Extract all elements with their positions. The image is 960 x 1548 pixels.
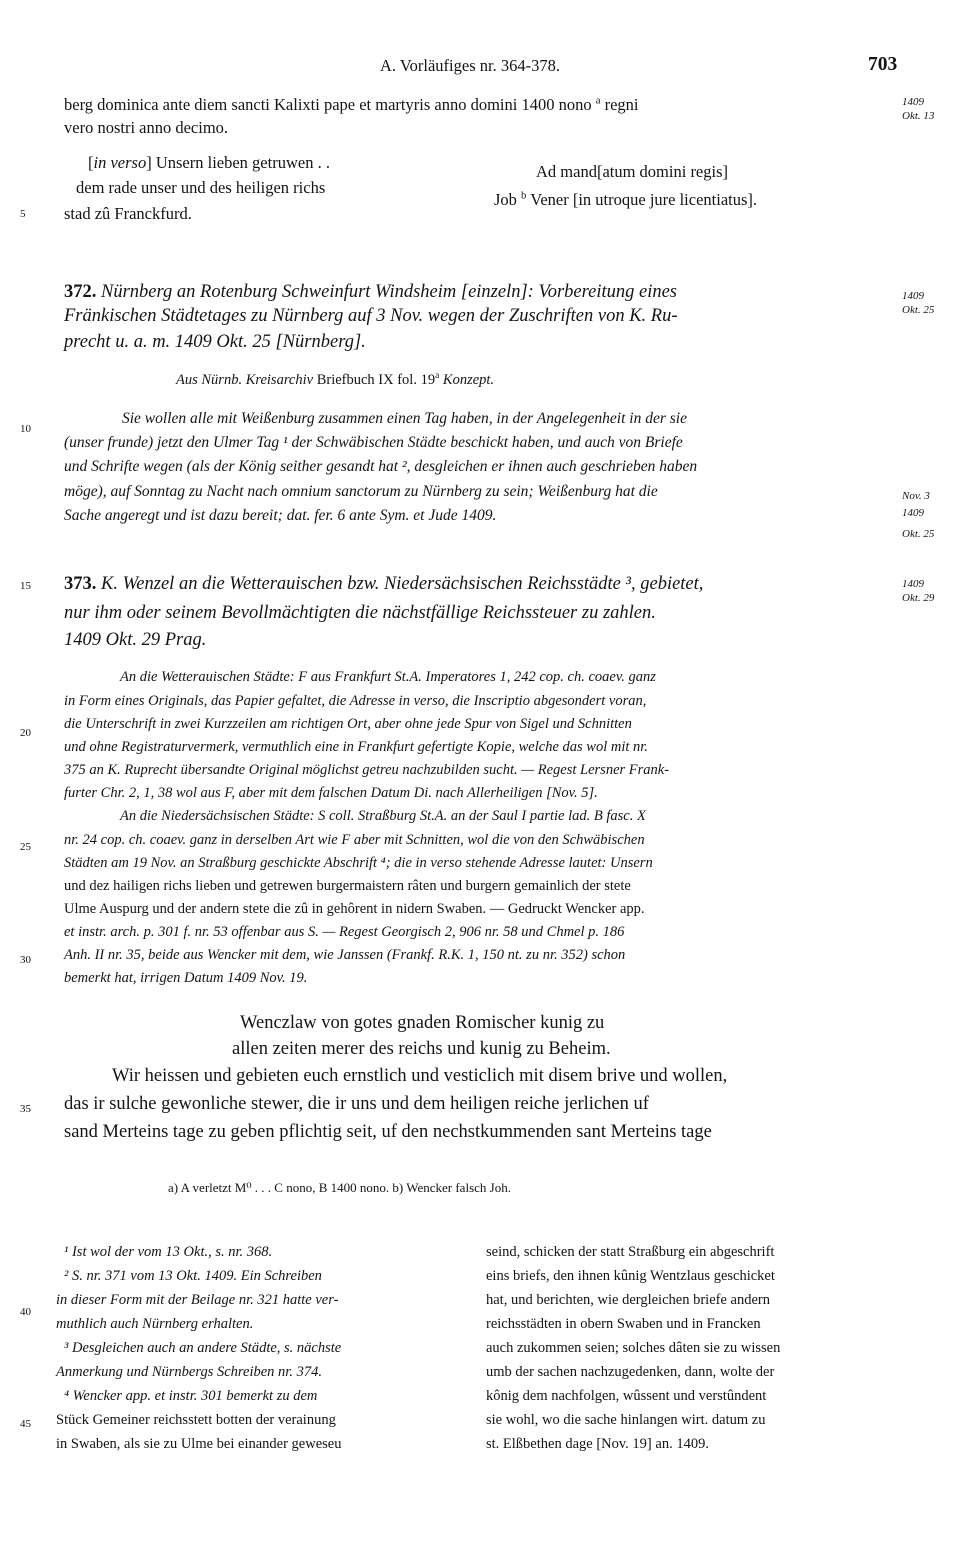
body-line: Sache angeregt und ist dazu bereit; dat. fer. 6 ante Sym. et Jude 1409. <box>64 507 497 524</box>
charter-intitulatio: Wenczlaw von gotes gnaden Romischer kunig zu <box>240 1013 605 1033</box>
footnote-line: in Swaben, als sie zu Ulme bei einander geweseu <box>56 1436 342 1452</box>
charter-intitulatio: allen zeiten merer des reichs und kunig zu Beheim. <box>232 1039 611 1059</box>
footnote-line: hat, und berichten, wie dergleichen briefe andern <box>486 1292 770 1308</box>
entry-372-title: Fränkischen Städtetages zu Nürnberg auf 3 Nov. wegen der Zuschriften von K. Ru- <box>64 306 678 326</box>
apparatus-line: die Unterschrift in zwei Kurzzeilen am richtigen Ort, aber ohne jede Spur von Sigel und Schnitten <box>64 716 632 732</box>
body-line: möge), auf Sonntag zu Nacht nach omnium sanctorum zu Nürnberg zu sein; Weißenburg hat die <box>64 483 658 500</box>
footnote-line: st. Elßbethen dage [Nov. 19] an. 1409. <box>486 1436 709 1452</box>
apparatus-line: et instr. arch. p. 301 f. nr. 53 offenbar aus S. — Regest Georgisch 2, 906 nr. 58 und Chmel p. 186 <box>64 924 625 940</box>
charter-text: das ir sulche gewonliche stewer, die ir uns und dem heiligen reiche jerlichen uf <box>64 1094 649 1114</box>
footnote-line: sie wohl, wo die sache hinlangen wirt. datum zu <box>486 1412 766 1428</box>
line-number: 40 <box>20 1306 31 1318</box>
source-note: Aus Nürnb. Kreisarchiv Briefbuch IX fol. 19$^a$ Konzept. <box>176 371 495 388</box>
footnote-line: ² S. nr. 371 vom 13 Okt. 1409. Ein Schreiben <box>64 1268 322 1284</box>
entry-372-title: precht u. a. m. 1409 Okt. 25 [Nürnberg]. <box>64 332 366 352</box>
margin-date: 1409 <box>902 578 924 590</box>
margin-date: Okt. 25 <box>902 304 935 316</box>
body-line: (unser frunde) jetzt den Ulmer Tag ¹ der Schwäbischen Städte beschickt haben, und auch von Briefe <box>64 434 683 451</box>
apparatus-line: Ulme Auspurg und der andern stete die zû in gehôrent in nidern Swaben. — Gedruckt Wencker app. <box>64 901 645 917</box>
footnote-line: Anmerkung und Nürnbergs Schreiben nr. 374. <box>56 1364 322 1380</box>
address-line: [in verso] Unsern lieben getruwen . . <box>88 153 330 172</box>
apparatus-line: bemerkt hat, irrigen Datum 1409 Nov. 19. <box>64 970 308 986</box>
footnote-line: muthlich auch Nürnberg erhalten. <box>56 1316 254 1332</box>
apparatus-line: Städten am 19 Nov. an Straßburg geschickte Abschrift ⁴; die in verso stehende Adresse lautet: Unsern <box>64 855 653 871</box>
address-line: stad zû Franckfurd. <box>64 204 192 223</box>
line-number: 45 <box>20 1418 31 1430</box>
apparatus-line: furter Chr. 2, 1, 38 wol aus F, aber mit dem falschen Datum Di. nach Allerheiligen [Nov. 5]. <box>64 785 598 801</box>
margin-date: 1409 <box>902 96 924 108</box>
apparatus-line: in Form eines Originals, das Papier gefaltet, die Adresse in verso, die Inscriptio abgesondert voran, <box>64 693 647 709</box>
footnote-line: kônig dem nachfolgen, wûssent und verstûndent <box>486 1388 767 1404</box>
footnote-line: ⁴ Wencker app. et instr. 301 bemerkt zu dem <box>64 1388 318 1404</box>
footnote-line: eins briefs, den ihnen kûnig Wentzlaus geschicket <box>486 1268 775 1284</box>
footnote-line: umb der sachen nachzugedenken, dann, wolte der <box>486 1364 775 1380</box>
charter-text: Wir heissen und gebieten euch ernstlich und vesticlich mit disem brive und wollen, <box>112 1066 728 1086</box>
apparatus-line: und ohne Registraturvermerk, vermuthlich eine in Frankfurt gefertigte Kopie, welche das wol mit nr. <box>64 739 648 755</box>
line-number: 15 <box>20 580 31 592</box>
page-number: 703 <box>868 54 898 75</box>
footnote-line: ¹ Ist wol der vom 13 Okt., s. nr. 368. <box>64 1244 273 1260</box>
body-line: und Schrifte wegen (als der König seither gesandt hat ², desgleichen er ihnen auch geschrieben haben <box>64 458 698 475</box>
address-line: dem rade unser und des heiligen richs <box>76 178 326 197</box>
margin-date: 1409 <box>902 507 924 519</box>
entry-373-title: nur ihm oder seinem Bevollmächtigten die nächstfällige Reichssteuer zu zahlen. <box>64 603 656 623</box>
entry-373-title: 373. K. Wenzel an die Wetterauischen bzw. Niedersächsischen Reichsstädte ³, gebietet, <box>64 574 704 594</box>
body-line: Sie wollen alle mit Weißenburg zusammen einen Tag haben, in der Angelegenheit in der sie <box>122 410 687 427</box>
charter-text: sand Merteins tage zu geben pflichtig seit, uf den nechstkummenden sant Merteins tage <box>64 1122 712 1142</box>
margin-date: Okt. 13 <box>902 110 935 122</box>
line-number: 5 <box>20 208 26 220</box>
footnote-line: reichsstädten in obern Swaben und in Francken <box>486 1316 761 1332</box>
apparatus-line: An die Wetterauischen Städte: F aus Frankfurt St.A. Imperatores 1, 242 cop. ch. coaev. ganz <box>120 669 656 685</box>
variant-notes: a) A verletzt M⁰ . . . C nono, B 1400 nono. b) Wencker falsch Joh. <box>168 1180 511 1195</box>
apparatus-line: An die Niedersächsischen Städte: S coll. Straßburg St.A. an der Saul I partie lad. B fasc. X <box>120 808 646 824</box>
footnote-line: in dieser Form mit der Beilage nr. 321 hatte ver- <box>56 1292 339 1308</box>
line-number: 20 <box>20 727 31 739</box>
margin-date: Nov. 3 <box>902 490 930 502</box>
footnote-line: auch zukommen seien; solches dâten sie zu wissen <box>486 1340 781 1356</box>
line-number: 25 <box>20 841 31 853</box>
text-line: vero nostri anno decimo. <box>64 118 229 137</box>
running-title: A. Vorläufiges nr. 364-378. <box>380 56 560 75</box>
mandate-line: Job $^b$ Vener [in utroque jure licentiatus]. <box>494 189 758 209</box>
margin-date: Okt. 25 <box>902 528 935 540</box>
entry-373-title: 1409 Okt. 29 Prag. <box>64 630 207 650</box>
footnote-line: ³ Desgleichen auch an andere Städte, s. nächste <box>64 1340 342 1356</box>
footnote-line: Stück Gemeiner reichsstett botten der verainung <box>56 1412 336 1428</box>
margin-date: 1409 <box>902 290 924 302</box>
margin-date: Okt. 29 <box>902 592 935 604</box>
apparatus-line: Anh. II nr. 35, beide aus Wencker mit dem, wie Janssen (Frankf. R.K. 1, 150 nt. zu nr. 352) schon <box>64 947 626 963</box>
line-number: 35 <box>20 1103 31 1115</box>
apparatus-line: nr. 24 cop. ch. coaev. ganz in derselben Art wie F aber mit Schnitten, wol die von den Schwäbischen <box>64 832 645 848</box>
apparatus-line: und dez hailigen richs lieben und getrewen burgermaistern râten und burgern gemainlich der stete <box>64 878 631 894</box>
line-number: 30 <box>20 954 31 966</box>
footnote-line: seind, schicken der statt Straßburg ein abgeschrift <box>486 1244 775 1260</box>
apparatus-line: 375 an K. Ruprecht übersandte Original möglichst getreu nachzubilden sucht. — Regest Lersner Frank- <box>64 762 670 778</box>
entry-372-title: 372. Nürnberg an Rotenburg Schweinfurt Windsheim [einzeln]: Vorbereitung eines <box>64 282 678 302</box>
mandate-line: Ad mand[atum domini regis] <box>536 162 729 181</box>
line-number: 10 <box>20 423 31 435</box>
text-line: berg dominica ante diem sancti Kalixti pape et martyris anno domini 1400 nono $^a$ regni <box>64 94 639 114</box>
